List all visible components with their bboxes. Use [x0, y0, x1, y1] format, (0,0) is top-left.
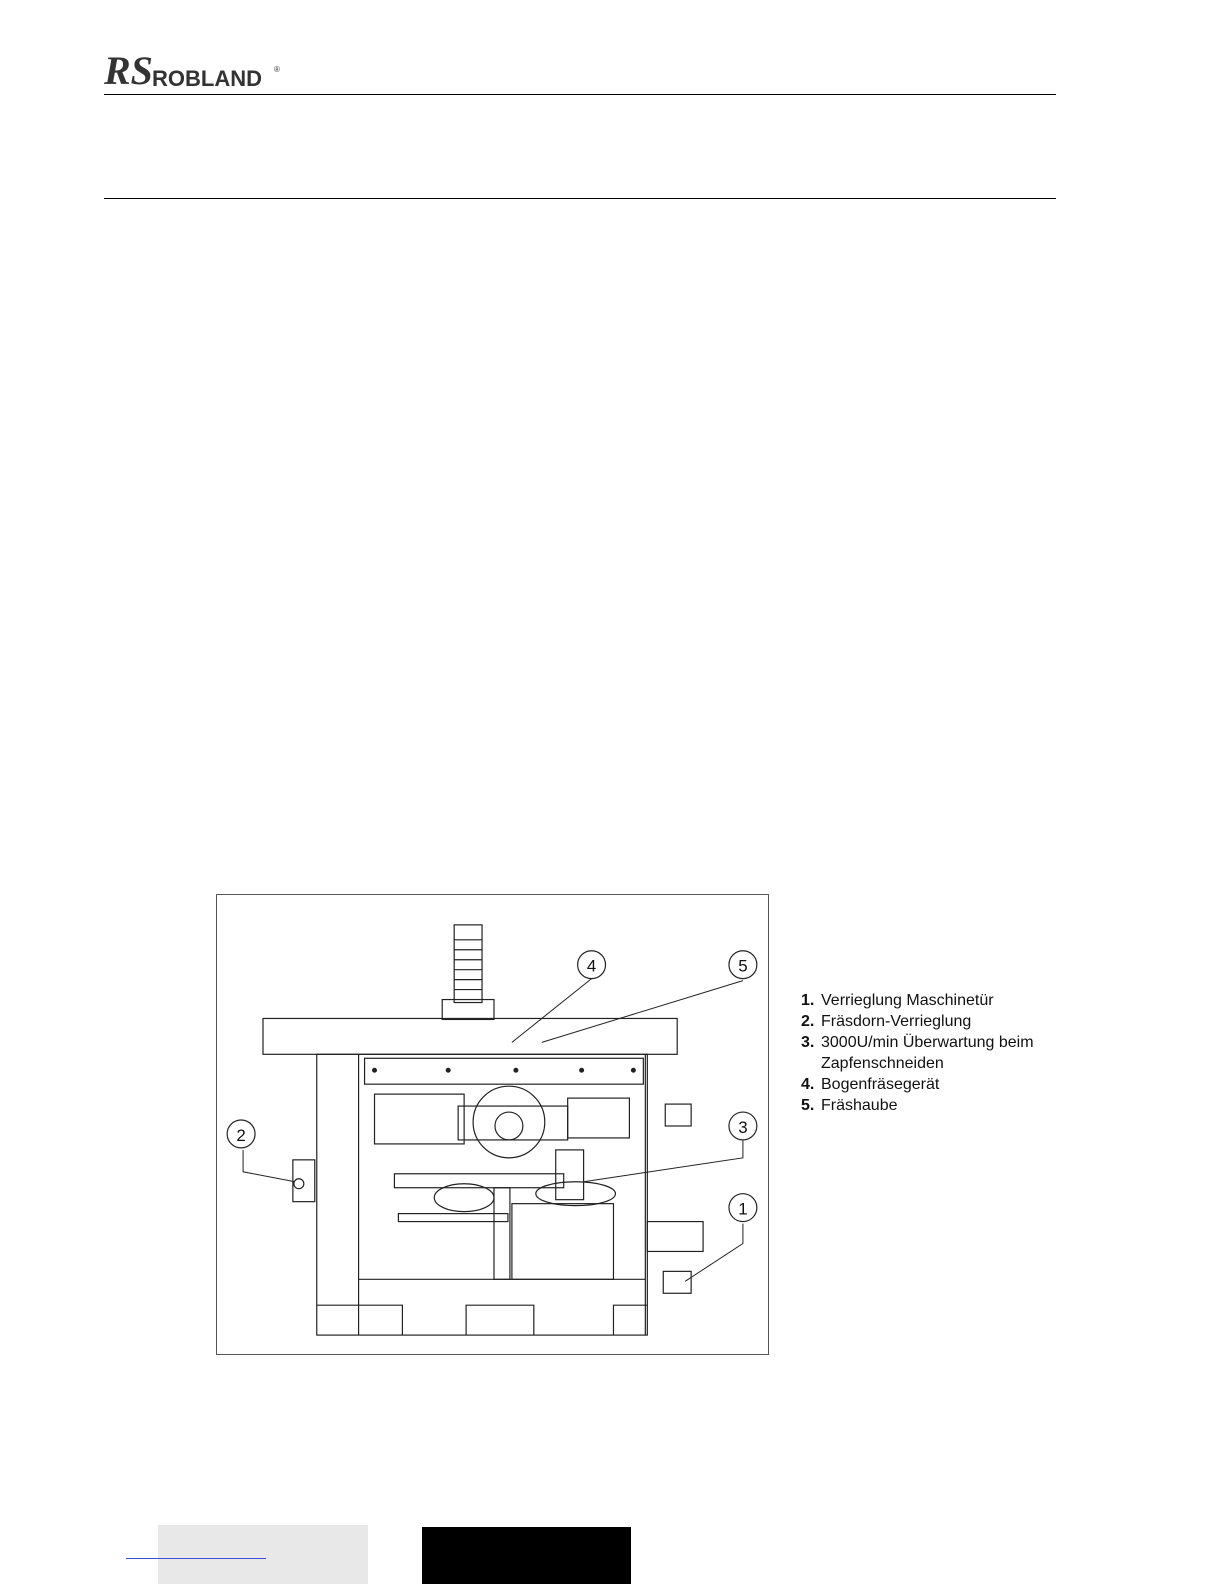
section-rule [104, 198, 1056, 199]
legend-number: 1. [801, 992, 815, 1009]
legend-item [801, 1032, 1061, 1074]
spindle-column [454, 925, 482, 1003]
legend-text: Fräshaube [821, 1097, 898, 1114]
legend-text: Bogenfräsegerät [821, 1076, 940, 1093]
machine-diagram [216, 894, 769, 1355]
cabinet [317, 1054, 648, 1335]
legend-number: 2. [801, 1013, 815, 1030]
callout-1: 1 [738, 1199, 748, 1219]
footer-gray-box [158, 1525, 368, 1584]
footer-black-box [422, 1527, 631, 1584]
legend-number: 3. [801, 1034, 815, 1051]
footer-link[interactable] [126, 1558, 266, 1559]
robland-logo [104, 50, 284, 90]
legend-text: 3000U/min Überwartung beim Zapfenschneiden [821, 1034, 1034, 1072]
motor-housing [473, 1086, 545, 1158]
legend-item [801, 1011, 1061, 1032]
brand-name: ROBLAND [152, 66, 262, 90]
callout-4: 4 [586, 956, 597, 976]
callout-2: 2 [236, 1125, 246, 1145]
table-top [263, 1018, 677, 1054]
legend-item [801, 1074, 1061, 1095]
brand-registered: ® [274, 65, 280, 74]
legend-number: 5. [801, 1097, 815, 1114]
legend-text: Verrieglung Maschinetür [821, 992, 994, 1009]
machine-drawing [217, 895, 768, 1354]
figure-legend [801, 990, 1061, 1116]
legend-item [801, 1095, 1061, 1116]
brand-mark: RS [104, 50, 153, 90]
callout-5: 5 [738, 956, 748, 976]
header-rule [104, 94, 1056, 95]
legend-number: 4. [801, 1076, 815, 1093]
callout-3: 3 [738, 1117, 748, 1137]
legend-text: Fräsdorn-Verrieglung [821, 1013, 972, 1030]
legend-item [801, 990, 1061, 1011]
